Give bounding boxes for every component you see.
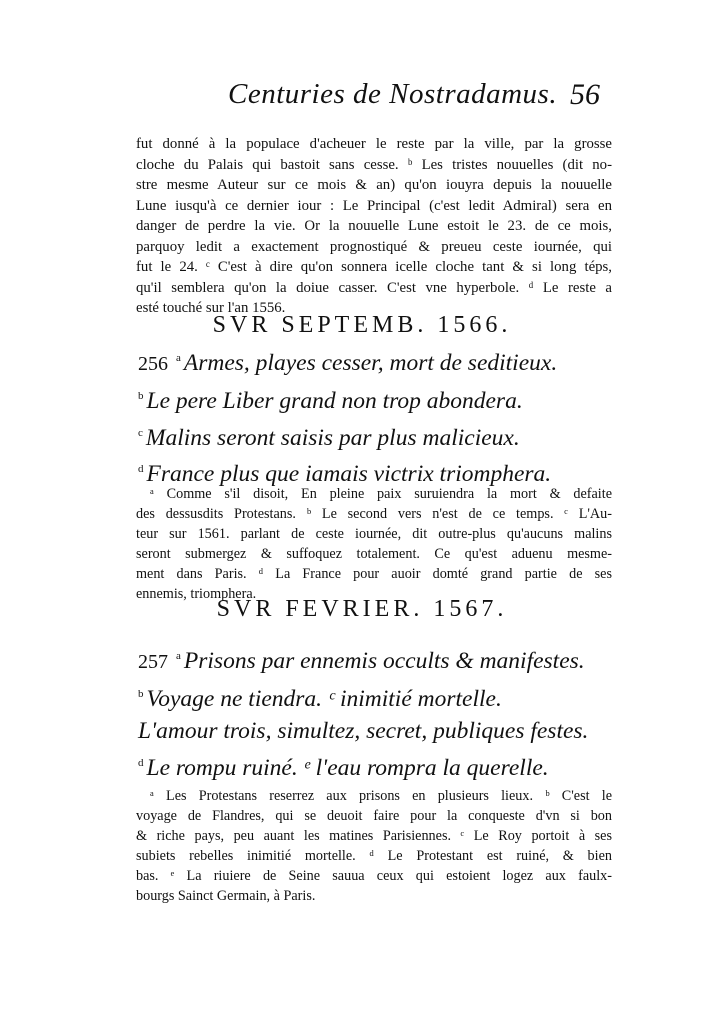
notes-257: [136, 786, 612, 906]
text-line: esté touché sur l'an 1556.: [136, 300, 286, 316]
text-line: fut le 24. ᶜ C'est à dire qu'on sonnera icelle cloche tant & si long téps,: [136, 259, 612, 275]
text-line: danger de perdre la vie. Or la nouuelle Lune estoit le 23. de ce mois,: [136, 218, 612, 234]
note-mark: d: [138, 463, 144, 476]
quatrain-number: 257: [138, 650, 168, 673]
verse-text: Malins seront saisis par plus malicieux.: [145, 424, 520, 451]
note-line: voyage de Flandres, qui se deuoit faire pour la conqueste d'vn si bon: [136, 808, 612, 824]
verse-line: [138, 380, 618, 417]
text-line: stre mesme Auteur sur ce mois & an) qu'on iouyra depuis la nouuelle: [136, 177, 612, 193]
note-mark: d: [138, 756, 144, 769]
section-heading-september: SVR SEPTEMB. 1566.: [212, 312, 512, 338]
note-mark: a: [176, 352, 181, 364]
verse-text: Armes, playes cesser, mort de seditieux.: [183, 349, 558, 376]
note-line: ᵃ Les Protestans reserrez aux prisons en plusieurs lieux. ᵇ C'est le: [150, 788, 612, 804]
text-line: Lune iusqu'à ce dernier iour : Le Principal (c'est ledit Admiral) sera en: [136, 197, 612, 214]
section-heading-february: SVR FEVRIER. 1567.: [216, 596, 508, 622]
text-line: parquoy ledit a exactement prognostiqué & preueu ceste iournée, qui: [136, 238, 612, 255]
running-title: Centuries de Nostradamus.: [228, 78, 558, 110]
verse-line: [138, 715, 618, 747]
text-line: cloche du Palais qui bastoit sans cesse. ᵇ Les tristes nouuelles (dit no-: [136, 156, 612, 173]
note-line: des dessusdits Protestans. ᵇ Le second vers n'est de ce temps. ᶜ L'Au-: [136, 506, 612, 522]
verse-line: [138, 640, 618, 678]
note-line: subiets rebelles inimitié mortelle. ᵈ Le Protestant est ruiné, & bien: [136, 848, 612, 864]
verse-text: Voyage ne tiendra. ᶜ inimitié mortelle.: [146, 685, 502, 712]
note-line: bas. ᵉ La riuiere de Seine sauua ceux qui estoient logez aux faulx-: [136, 868, 612, 884]
note-mark: b: [138, 389, 144, 402]
intro-paragraph: [136, 134, 612, 319]
text-line: qu'il semblera qu'on la doiue casser. C'est vne hyperbole. ᵈ Le reste a: [136, 279, 612, 296]
quatrain-256: [138, 342, 618, 490]
page-number: 56: [570, 78, 600, 111]
note-mark: a: [176, 650, 181, 662]
verse-line: [138, 417, 618, 454]
text-line: fut donné à la populace d'acheuer le reste par la ville, par la grosse: [136, 136, 612, 152]
note-line: ment dans Paris. ᵈ La France pour auoir domté grand partie de ses: [136, 566, 612, 582]
verse-text: Le rompu ruiné. ᵉ l'eau rompra la querelle.: [146, 754, 549, 781]
verse-text: Prisons par ennemis occults & manifestes.: [183, 647, 585, 674]
verse-text: L'amour trois, simultez, secret, publiques festes.: [138, 717, 589, 744]
verse-line: [138, 747, 618, 784]
quatrain-257: [138, 640, 618, 783]
note-mark: b: [138, 687, 144, 700]
note-line: teur sur 1561. parlant de ceste iournée, dit outre-plus qu'aucuns malins: [136, 526, 612, 542]
note-line: seront submergez & suffoquez totalement. Ce qu'est aduenu mesme-: [136, 546, 612, 562]
page-header: [0, 78, 724, 118]
verse-line: [138, 678, 618, 715]
note-line: & riche pays, peu auant les matines Parisiennes. ᶜ Le Roy portoit à ses: [136, 828, 612, 844]
verse-text: Le pere Liber grand non trop abondera.: [146, 387, 523, 414]
verse-text: France plus que iamais victrix triomphera.: [146, 461, 552, 488]
note-line: ᵃ Comme s'il disoit, En pleine paix suruiendra la mort & defaite: [150, 486, 612, 502]
notes-256: [136, 484, 612, 604]
verse-line: [138, 342, 618, 380]
quatrain-number: 256: [138, 352, 168, 375]
note-line: ennemis, triomphera.: [136, 586, 257, 602]
note-line: bourgs Sainct Germain, à Paris.: [136, 888, 316, 904]
note-mark: c: [138, 426, 143, 439]
